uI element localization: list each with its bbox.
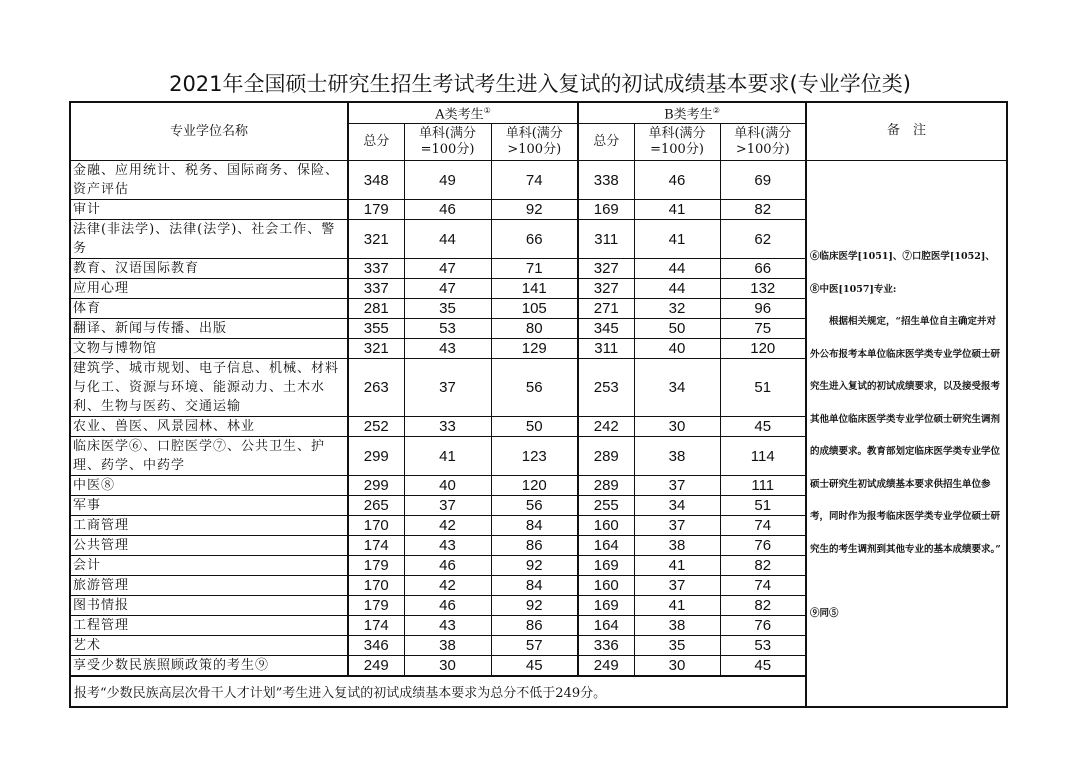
a-single-gt100-score: 71 bbox=[491, 259, 578, 279]
major-name: 艺术 bbox=[70, 636, 348, 656]
b-total-score: 242 bbox=[578, 417, 634, 437]
b-total-score: 160 bbox=[578, 576, 634, 596]
b-single-100-score: 50 bbox=[634, 319, 720, 339]
a-single-100-score: 46 bbox=[404, 556, 491, 576]
b-single-100-score: 34 bbox=[634, 359, 720, 417]
major-name: 体育 bbox=[70, 299, 348, 319]
group-a-label: A类考生 bbox=[435, 107, 484, 123]
remark-paragraph: ⑥临床医学[1051]、⑦口腔医学[1052]、⑧中医[1057]专业: bbox=[810, 251, 995, 295]
a-total-score: 281 bbox=[348, 299, 404, 319]
a-single-gt100-score: 92 bbox=[491, 200, 578, 220]
header-remarks: 备 注 bbox=[806, 102, 1007, 161]
a-single-gt100-score: 56 bbox=[491, 496, 578, 516]
a-single-100-score: 40 bbox=[404, 476, 491, 496]
b-total-score: 253 bbox=[578, 359, 634, 417]
b-total-score: 289 bbox=[578, 476, 634, 496]
b-total-score: 169 bbox=[578, 596, 634, 616]
b-single-gt100-score: 114 bbox=[720, 437, 806, 476]
b-single-100-score: 46 bbox=[634, 161, 720, 200]
a-single-gt100-score: 74 bbox=[491, 161, 578, 200]
a-total-score: 252 bbox=[348, 417, 404, 437]
major-name: 文物与博物馆 bbox=[70, 339, 348, 359]
b-total-score: 327 bbox=[578, 259, 634, 279]
b-single-gt100-score: 82 bbox=[720, 556, 806, 576]
b-single-gt100-score: 74 bbox=[720, 516, 806, 536]
b-single-gt100-score: 74 bbox=[720, 576, 806, 596]
a-single-gt100-score: 129 bbox=[491, 339, 578, 359]
b-single-gt100-score: 51 bbox=[720, 496, 806, 516]
b-total-score: 255 bbox=[578, 496, 634, 516]
header-b-total: 总分 bbox=[578, 124, 634, 161]
b-single-gt100-score: 45 bbox=[720, 656, 806, 677]
b-total-score: 289 bbox=[578, 437, 634, 476]
b-single-100-score: 30 bbox=[634, 656, 720, 677]
a-single-100-score: 46 bbox=[404, 200, 491, 220]
a-single-100-score: 37 bbox=[404, 359, 491, 417]
a-total-score: 321 bbox=[348, 339, 404, 359]
major-name: 翻译、新闻与传播、出版 bbox=[70, 319, 348, 339]
a-single-100-score: 47 bbox=[404, 259, 491, 279]
b-single-gt100-score: 75 bbox=[720, 319, 806, 339]
a-single-gt100-score: 84 bbox=[491, 576, 578, 596]
a-single-100-score: 30 bbox=[404, 656, 491, 677]
b-single-gt100-score: 51 bbox=[720, 359, 806, 417]
b-single-100-score: 44 bbox=[634, 279, 720, 299]
a-single-100-score: 35 bbox=[404, 299, 491, 319]
header-b-single-gt100: 单科(满分>100分) bbox=[720, 124, 806, 161]
a-single-100-score: 43 bbox=[404, 616, 491, 636]
header-b-single-100: 单科(满分=100分) bbox=[634, 124, 720, 161]
a-total-score: 299 bbox=[348, 476, 404, 496]
a-single-gt100-score: 45 bbox=[491, 656, 578, 677]
a-single-gt100-score: 86 bbox=[491, 536, 578, 556]
a-total-score: 249 bbox=[348, 656, 404, 677]
a-total-score: 263 bbox=[348, 359, 404, 417]
b-total-score: 311 bbox=[578, 339, 634, 359]
b-single-100-score: 44 bbox=[634, 259, 720, 279]
major-name: 图书情报 bbox=[70, 596, 348, 616]
header-a-single-gt100: 单科(满分>100分) bbox=[491, 124, 578, 161]
major-name: 应用心理 bbox=[70, 279, 348, 299]
a-single-100-score: 47 bbox=[404, 279, 491, 299]
major-name: 公共管理 bbox=[70, 536, 348, 556]
b-total-score: 327 bbox=[578, 279, 634, 299]
remark-paragraph: 根据相关规定，“招生单位自主确定并对外公布报考本单位临床医学类专业学位硕士研究生进入复试的初试成绩要求，以及接受报考其他单位临床医学类专业学位硕士研究生调剂的成绩要求。教育部划定临床医学类专业学位硕士研究生初试成绩基本要求供招生单位参考，同时作为报考临床医学类专业学位硕士研究生的考生调剂到其他专业的基本成绩要求。” bbox=[810, 316, 1001, 555]
a-total-score: 174 bbox=[348, 616, 404, 636]
a-total-score: 174 bbox=[348, 536, 404, 556]
group-a-note: ① bbox=[483, 106, 491, 115]
major-name: 临床医学⑥、口腔医学⑦、公共卫生、护理、药学、中药学 bbox=[70, 437, 348, 476]
a-total-score: 355 bbox=[348, 319, 404, 339]
table-row bbox=[70, 161, 1007, 200]
b-single-100-score: 32 bbox=[634, 299, 720, 319]
b-total-score: 164 bbox=[578, 616, 634, 636]
major-name: 审计 bbox=[70, 200, 348, 220]
a-total-score: 179 bbox=[348, 556, 404, 576]
b-single-100-score: 37 bbox=[634, 576, 720, 596]
a-single-100-score: 37 bbox=[404, 496, 491, 516]
major-name: 旅游管理 bbox=[70, 576, 348, 596]
b-single-100-score: 34 bbox=[634, 496, 720, 516]
major-name: 教育、汉语国际教育 bbox=[70, 259, 348, 279]
b-single-100-score: 38 bbox=[634, 536, 720, 556]
a-single-100-score: 46 bbox=[404, 596, 491, 616]
group-b-label: B类考生 bbox=[664, 107, 713, 123]
a-single-100-score: 43 bbox=[404, 339, 491, 359]
major-name: 建筑学、城市规划、电子信息、机械、材料与化工、资源与环境、能源动力、土木水利、生物与医药、交通运输 bbox=[70, 359, 348, 417]
a-total-score: 337 bbox=[348, 259, 404, 279]
b-total-score: 169 bbox=[578, 200, 634, 220]
a-single-gt100-score: 92 bbox=[491, 556, 578, 576]
a-single-gt100-score: 80 bbox=[491, 319, 578, 339]
major-name: 工商管理 bbox=[70, 516, 348, 536]
b-single-gt100-score: 76 bbox=[720, 536, 806, 556]
b-single-100-score: 38 bbox=[634, 437, 720, 476]
a-single-gt100-score: 141 bbox=[491, 279, 578, 299]
a-total-score: 321 bbox=[348, 220, 404, 259]
b-single-100-score: 38 bbox=[634, 616, 720, 636]
a-single-100-score: 42 bbox=[404, 516, 491, 536]
a-single-gt100-score: 56 bbox=[491, 359, 578, 417]
b-total-score: 311 bbox=[578, 220, 634, 259]
a-total-score: 179 bbox=[348, 596, 404, 616]
score-table bbox=[69, 101, 1008, 708]
b-single-gt100-score: 132 bbox=[720, 279, 806, 299]
major-name: 工程管理 bbox=[70, 616, 348, 636]
major-name: 会计 bbox=[70, 556, 348, 576]
b-total-score: 345 bbox=[578, 319, 634, 339]
b-single-gt100-score: 120 bbox=[720, 339, 806, 359]
a-single-100-score: 53 bbox=[404, 319, 491, 339]
a-single-100-score: 33 bbox=[404, 417, 491, 437]
document-title: 2021年全国硕士研究生招生考试考生进入复试的初试成绩基本要求(专业学位类) bbox=[169, 72, 911, 96]
b-total-score: 336 bbox=[578, 636, 634, 656]
header-a-single-100: 单科(满分=100分) bbox=[404, 124, 491, 161]
major-name: 金融、应用统计、税务、国际商务、保险、资产评估 bbox=[70, 161, 348, 200]
major-name: 享受少数民族照顾政策的考生⑨ bbox=[70, 656, 348, 677]
group-b-note: ② bbox=[712, 106, 720, 115]
a-total-score: 348 bbox=[348, 161, 404, 200]
header-group-b bbox=[578, 102, 806, 124]
b-single-gt100-score: 53 bbox=[720, 636, 806, 656]
a-single-100-score: 43 bbox=[404, 536, 491, 556]
a-single-gt100-score: 123 bbox=[491, 437, 578, 476]
header-a-total: 总分 bbox=[348, 124, 404, 161]
b-single-100-score: 40 bbox=[634, 339, 720, 359]
b-single-100-score: 30 bbox=[634, 417, 720, 437]
b-single-100-score: 35 bbox=[634, 636, 720, 656]
a-single-100-score: 41 bbox=[404, 437, 491, 476]
b-total-score: 271 bbox=[578, 299, 634, 319]
a-total-score: 170 bbox=[348, 576, 404, 596]
a-single-gt100-score: 57 bbox=[491, 636, 578, 656]
b-single-gt100-score: 96 bbox=[720, 299, 806, 319]
b-single-gt100-score: 69 bbox=[720, 161, 806, 200]
a-total-score: 265 bbox=[348, 496, 404, 516]
major-name: 法律(非法学)、法律(法学)、社会工作、警务 bbox=[70, 220, 348, 259]
a-single-100-score: 38 bbox=[404, 636, 491, 656]
b-total-score: 160 bbox=[578, 516, 634, 536]
b-total-score: 338 bbox=[578, 161, 634, 200]
a-total-score: 299 bbox=[348, 437, 404, 476]
a-single-100-score: 49 bbox=[404, 161, 491, 200]
b-single-gt100-score: 62 bbox=[720, 220, 806, 259]
a-single-gt100-score: 84 bbox=[491, 516, 578, 536]
remark-paragraph: ⑨同⑤ bbox=[810, 608, 839, 620]
a-total-score: 346 bbox=[348, 636, 404, 656]
b-total-score: 249 bbox=[578, 656, 634, 677]
major-name: 军事 bbox=[70, 496, 348, 516]
major-name: 农业、兽医、风景园林、林业 bbox=[70, 417, 348, 437]
b-single-100-score: 41 bbox=[634, 556, 720, 576]
a-single-gt100-score: 66 bbox=[491, 220, 578, 259]
b-total-score: 164 bbox=[578, 536, 634, 556]
b-single-100-score: 37 bbox=[634, 516, 720, 536]
b-single-gt100-score: 76 bbox=[720, 616, 806, 636]
b-total-score: 169 bbox=[578, 556, 634, 576]
remarks-cell bbox=[806, 161, 1007, 708]
b-single-gt100-score: 82 bbox=[720, 200, 806, 220]
a-single-gt100-score: 105 bbox=[491, 299, 578, 319]
b-single-gt100-score: 111 bbox=[720, 476, 806, 496]
a-single-gt100-score: 120 bbox=[491, 476, 578, 496]
b-single-100-score: 37 bbox=[634, 476, 720, 496]
major-name: 中医⑧ bbox=[70, 476, 348, 496]
b-single-gt100-score: 82 bbox=[720, 596, 806, 616]
b-single-100-score: 41 bbox=[634, 200, 720, 220]
a-single-gt100-score: 86 bbox=[491, 616, 578, 636]
a-single-100-score: 42 bbox=[404, 576, 491, 596]
b-single-100-score: 41 bbox=[634, 596, 720, 616]
footnote: 报考“少数民族高层次骨干人才计划”考生进入复试的初试成绩基本要求为总分不低于249分。 bbox=[70, 676, 806, 707]
a-total-score: 179 bbox=[348, 200, 404, 220]
a-single-gt100-score: 50 bbox=[491, 417, 578, 437]
a-total-score: 170 bbox=[348, 516, 404, 536]
b-single-100-score: 41 bbox=[634, 220, 720, 259]
a-single-gt100-score: 92 bbox=[491, 596, 578, 616]
header-group-a bbox=[348, 102, 578, 124]
a-single-100-score: 44 bbox=[404, 220, 491, 259]
a-total-score: 337 bbox=[348, 279, 404, 299]
b-single-gt100-score: 45 bbox=[720, 417, 806, 437]
header-major-name: 专业学位名称 bbox=[70, 102, 348, 161]
b-single-gt100-score: 66 bbox=[720, 259, 806, 279]
